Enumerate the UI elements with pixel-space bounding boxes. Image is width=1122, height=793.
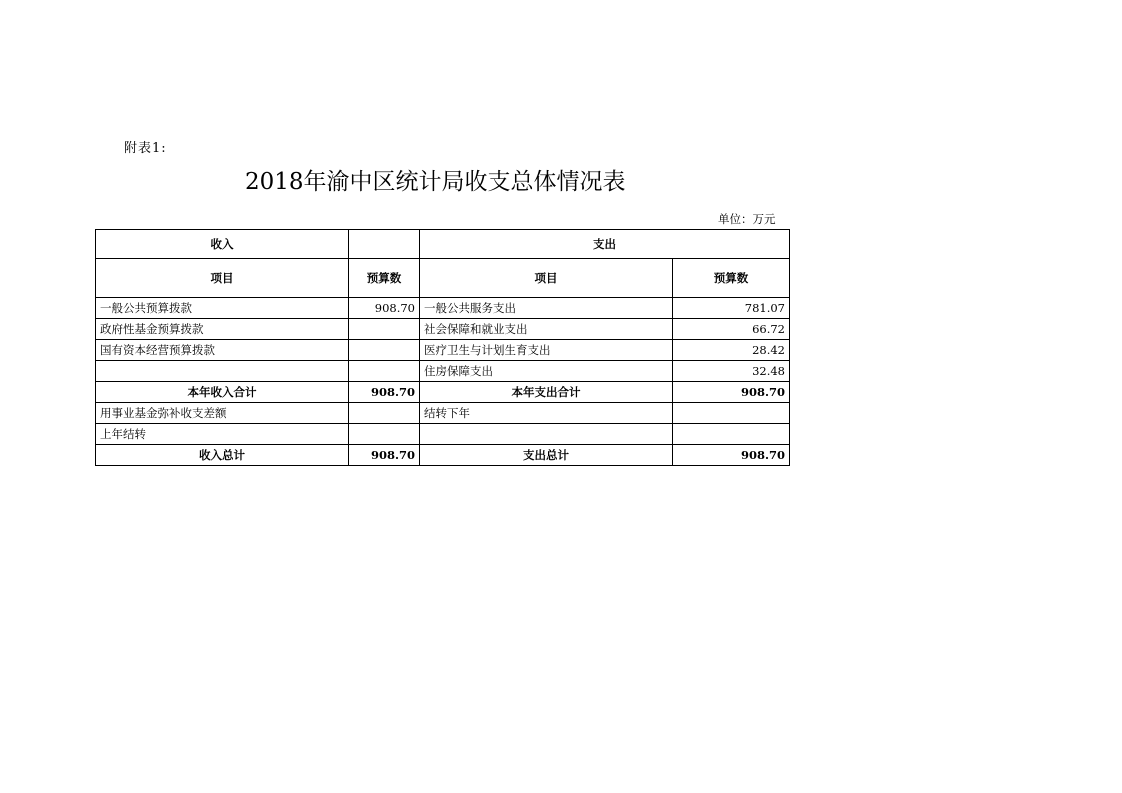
income-item: 用事业基金弥补收支差额 <box>96 403 349 424</box>
table-row <box>96 403 790 424</box>
income-item: 政府性基金预算拨款 <box>96 319 349 340</box>
income-item: 国有资本经营预算拨款 <box>96 340 349 361</box>
income-item: 上年结转 <box>96 424 349 445</box>
budget-table <box>95 229 790 466</box>
expense-item: 社会保障和就业支出 <box>420 319 673 340</box>
income-item: 一般公共预算拨款 <box>96 298 349 319</box>
income-group-blank <box>349 230 420 259</box>
income-budget <box>349 403 420 424</box>
expense-budget-header: 预算数 <box>673 259 790 298</box>
expense-budget: 28.42 <box>673 340 790 361</box>
total-row <box>96 445 790 466</box>
unit-label: 单位：万元 <box>718 212 776 226</box>
expense-item-header: 项目 <box>420 259 673 298</box>
expense-budget: 781.07 <box>673 298 790 319</box>
income-item <box>96 361 349 382</box>
income-subtotal-value: 908.70 <box>349 382 420 403</box>
income-total-label: 收入总计 <box>96 445 349 466</box>
expense-subtotal-value: 908.70 <box>673 382 790 403</box>
group-header-row <box>96 230 790 259</box>
table-row <box>96 424 790 445</box>
expense-item: 一般公共服务支出 <box>420 298 673 319</box>
column-header-row <box>96 259 790 298</box>
expense-item <box>420 424 673 445</box>
income-budget <box>349 319 420 340</box>
income-budget <box>349 424 420 445</box>
expense-total-label: 支出总计 <box>420 445 673 466</box>
page-title: 2018年渝中区统计局收支总体情况表 <box>245 169 626 195</box>
expense-group-header: 支出 <box>420 230 790 259</box>
income-budget <box>349 361 420 382</box>
expense-budget: 32.48 <box>673 361 790 382</box>
expense-total-value: 908.70 <box>673 445 790 466</box>
expense-budget <box>673 403 790 424</box>
income-subtotal-label: 本年收入合计 <box>96 382 349 403</box>
table-row <box>96 340 790 361</box>
income-group-header: 收入 <box>96 230 349 259</box>
expense-item: 医疗卫生与计划生育支出 <box>420 340 673 361</box>
attachment-label: 附表1: <box>124 141 167 156</box>
income-budget: 908.70 <box>349 298 420 319</box>
table-row <box>96 298 790 319</box>
expense-budget: 66.72 <box>673 319 790 340</box>
income-budget <box>349 340 420 361</box>
expense-budget <box>673 424 790 445</box>
subtotal-row <box>96 382 790 403</box>
income-total-value: 908.70 <box>349 445 420 466</box>
expense-item: 结转下年 <box>420 403 673 424</box>
income-item-header: 项目 <box>96 259 349 298</box>
income-budget-header: 预算数 <box>349 259 420 298</box>
table-row <box>96 361 790 382</box>
table-row <box>96 319 790 340</box>
expense-subtotal-label: 本年支出合计 <box>420 382 673 403</box>
expense-item: 住房保障支出 <box>420 361 673 382</box>
